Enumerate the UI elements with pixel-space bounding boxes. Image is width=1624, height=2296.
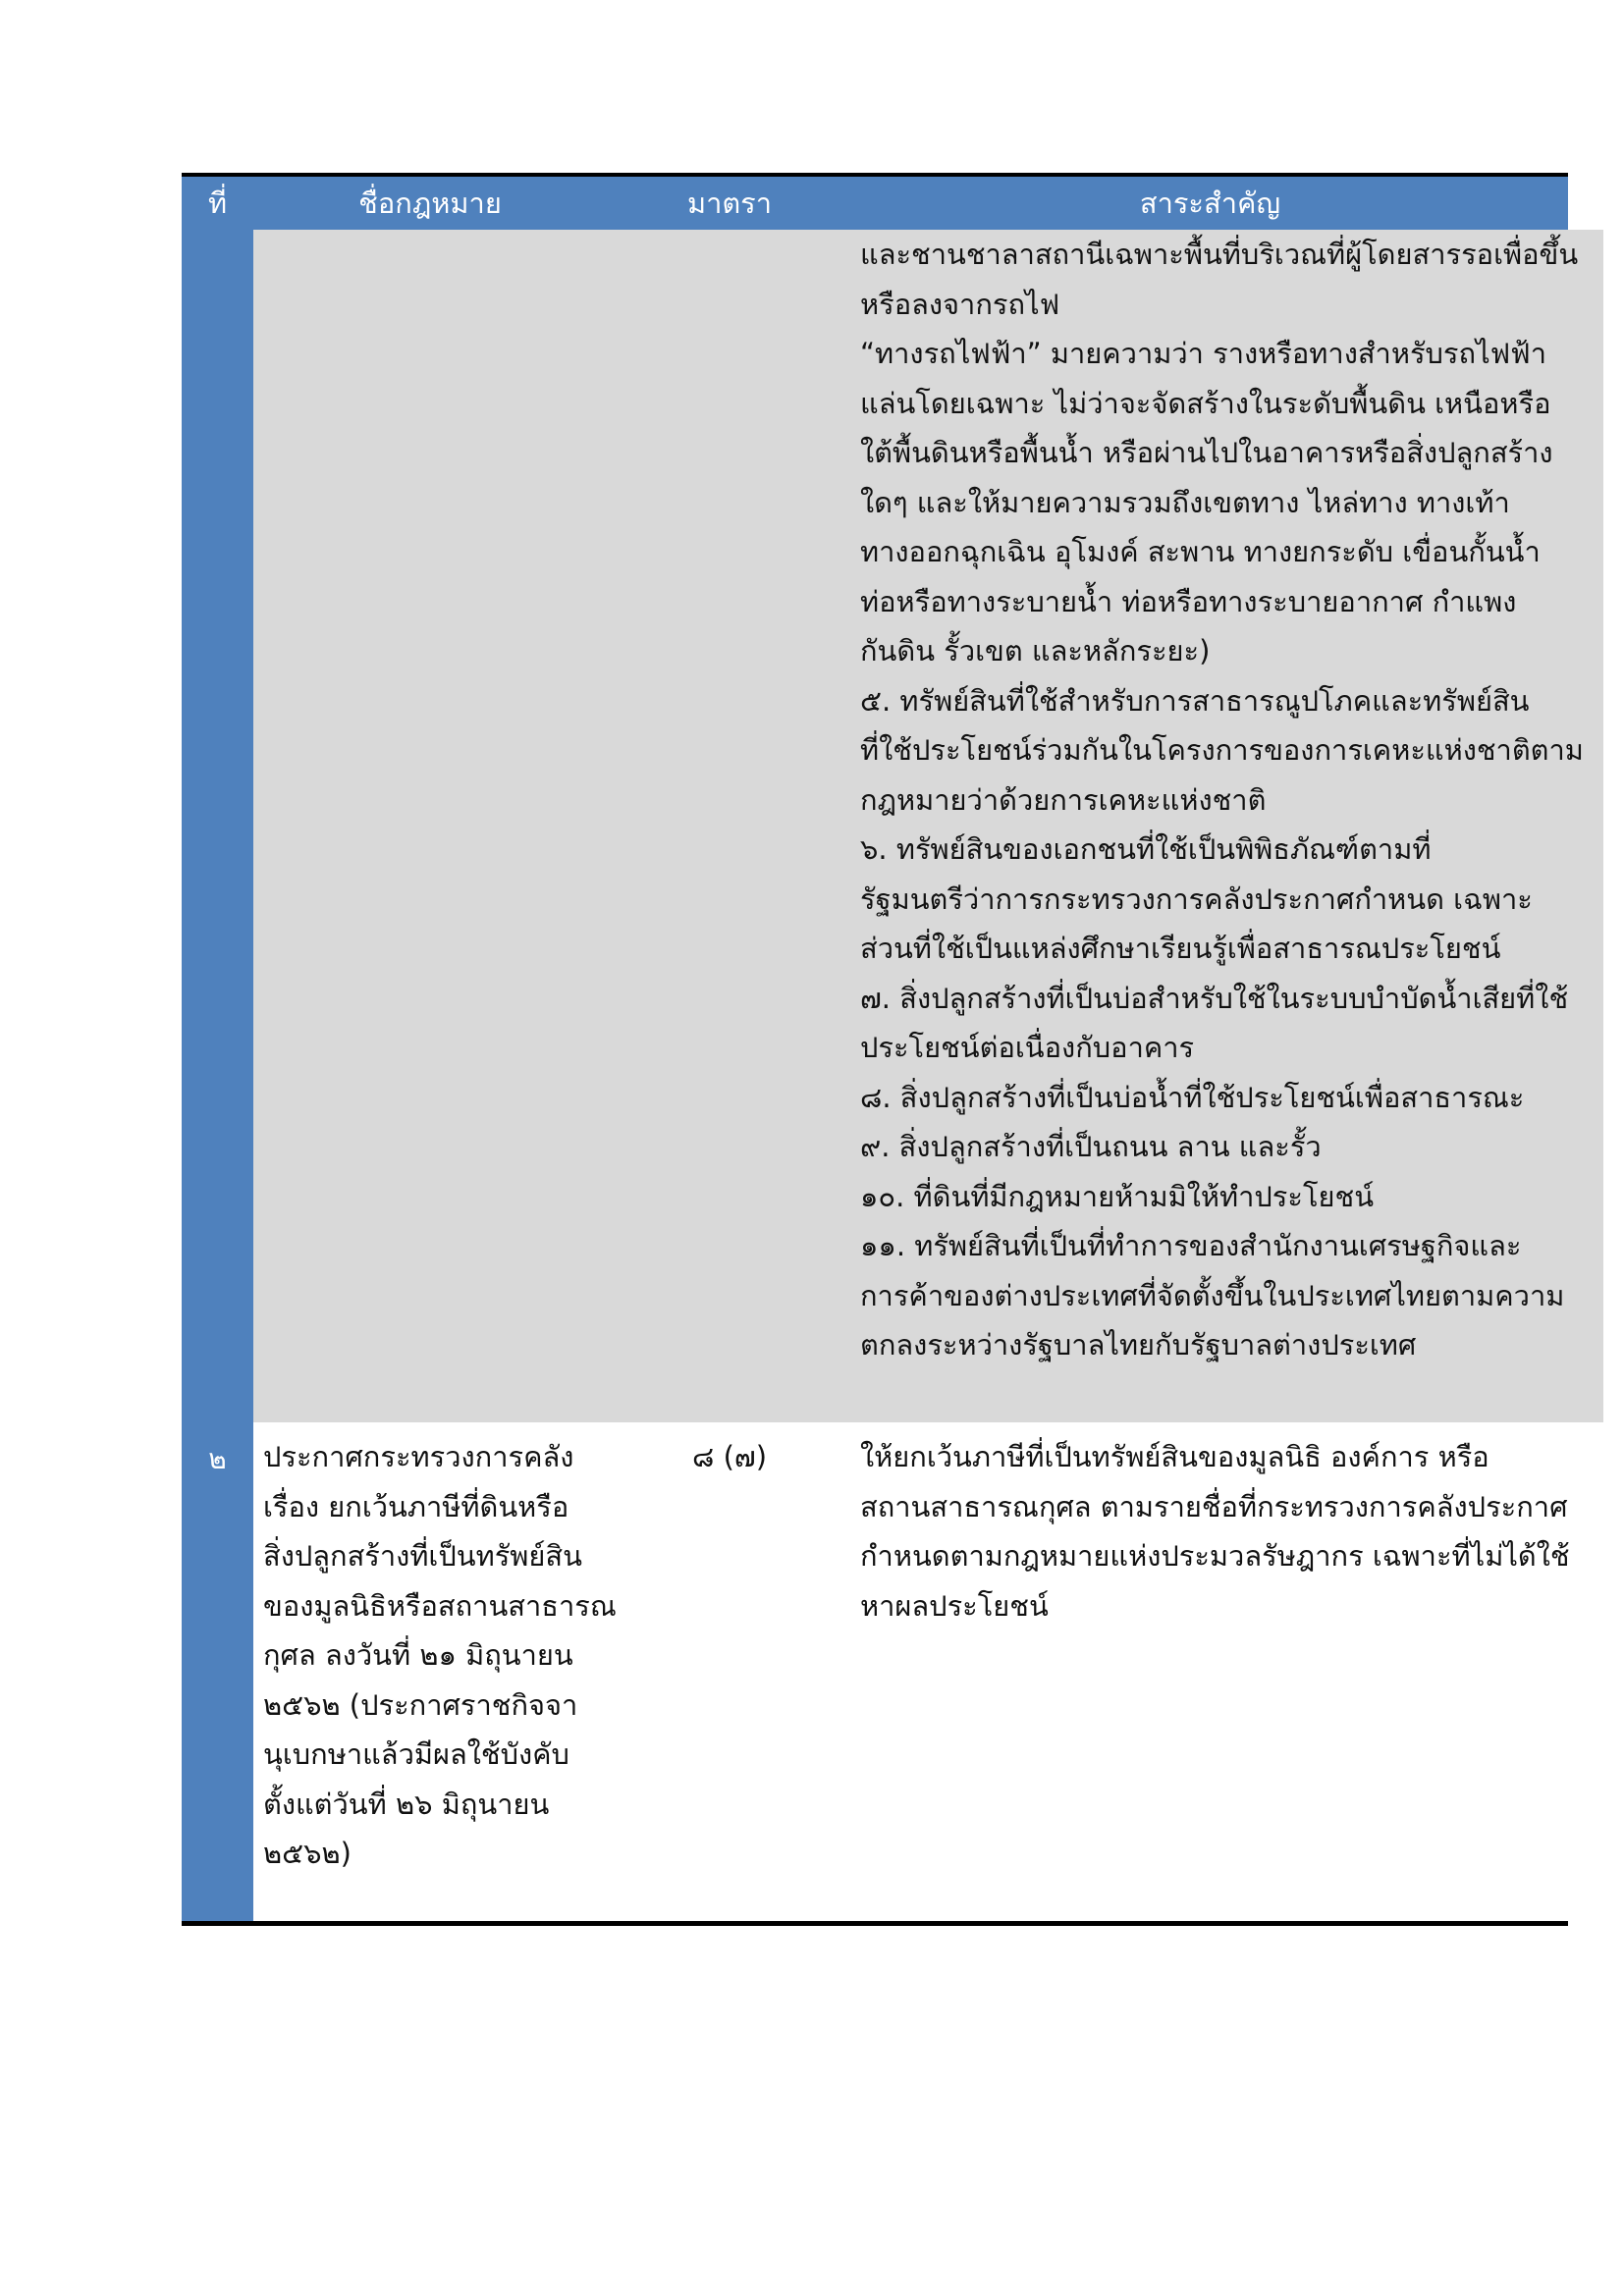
row-number-cell <box>182 230 253 1422</box>
essence-line: ใดๆ และให้มายความรวมถึงเขตทาง ไหล่ทาง ทางเท้า <box>860 485 1510 519</box>
law-name-line: ๒๕๖๒ (ประกาศราชกิจจา <box>263 1687 578 1722</box>
header-law-name: ชื่อกฎหมาย <box>358 187 502 220</box>
essence-line: ใต้พื้นดินหรือพื้นน้ำ หรือผ่านไปในอาคารหรือสิ่งปลูกสร้าง <box>860 436 1553 469</box>
essence-line: รัฐมนตรีว่าการกระทรวงการคลังประกาศกำหนด เฉพาะ <box>860 881 1533 916</box>
essence-line: กฎหมายว่าด้วยการเคหะแห่งชาติ <box>860 782 1267 817</box>
essence-line: ๕. ทรัพย์สินที่ใช้สำหรับการสาธารณูปโภคและทรัพย์สิน <box>860 683 1530 718</box>
essence-line: กำหนดตามกฎหมายแห่งประมวลรัษฎากร เฉพาะที่ไม่ได้ใช้ <box>860 1539 1570 1573</box>
essence-line: หรือลงจากรถไฟ <box>860 287 1060 321</box>
law-name-line: ของมูลนิธิหรือสถานสาธารณ <box>263 1588 617 1623</box>
law-name-line: เรื่อง ยกเว้นภาษีที่ดินหรือ <box>263 1489 569 1523</box>
essence-cell <box>852 230 1603 1422</box>
section-value: ๘ (๗) <box>691 1440 768 1473</box>
law-name-line: สิ่งปลูกสร้างที่เป็นทรัพย์สิน <box>263 1539 582 1573</box>
section-cell <box>607 1422 852 1921</box>
law-table <box>182 173 1584 1926</box>
header-essence: สาระสำคัญ <box>1139 187 1281 220</box>
essence-line: “ทางรถไฟฟ้า” มายความว่า รางหรือทางสำหรับรถไฟฟ้า <box>860 337 1547 370</box>
table-header <box>182 177 1568 230</box>
essence-line: และชานชาลาสถานีเฉพาะพื้นที่บริเวณที่ผู้โดยสารรอเพื่อขึ้น <box>860 238 1579 271</box>
essence-line: ๘. สิ่งปลูกสร้างที่เป็นบ่อน้ำที่ใช้ประโยชน์เพื่อสาธารณะ <box>860 1080 1525 1114</box>
essence-line: ท่อหรือทางระบายน้ำ ท่อหรือทางระบายอากาศ กำแพง <box>860 584 1517 618</box>
essence-line: ๙. สิ่งปลูกสร้างที่เป็นถนน ลาน และรั้ว <box>860 1130 1322 1163</box>
essence-line: แล่นโดยเฉพาะ ไม่ว่าจะจัดสร้างในระดับพื้นดิน เหนือหรือ <box>860 386 1551 420</box>
essence-line: ให้ยกเว้นภาษีที่เป็นทรัพย์สินของมูลนิธิ องค์การ หรือ <box>860 1440 1489 1473</box>
essence-line: การค้าของต่างประเทศที่จัดตั้งขึ้นในประเทศไทยตามความ <box>860 1278 1565 1312</box>
essence-line: ๑๑. ทรัพย์สินที่เป็นที่ทำการของสำนักงานเศรษฐกิจและ <box>860 1229 1522 1262</box>
essence-line: ทางออกฉุกเฉิน อุโมงค์ สะพาน ทางยกระดับ เขื่อนกั้นน้ำ <box>860 535 1541 568</box>
essence-line: ๑๐. ที่ดินที่มีกฎหมายห้ามมิให้ทำประโยชน์ <box>860 1179 1375 1213</box>
law-name-cell <box>253 1422 617 1921</box>
section-cell <box>607 230 852 1422</box>
essence-line: หาผลประโยชน์ <box>860 1588 1049 1623</box>
essence-line: กันดิน รั้วเขต และหลักระยะ) <box>860 634 1211 667</box>
table-row <box>182 230 1584 1422</box>
header-no: ที่ <box>207 187 228 220</box>
essence-cell <box>852 1422 1590 1921</box>
law-name-cell <box>253 230 607 1422</box>
essence-line: ส่วนที่ใช้เป็นแหล่งศึกษาเรียนรู้เพื่อสาธารณประโยชน์ <box>860 932 1501 965</box>
essence-line: ๗. สิ่งปลูกสร้างที่เป็นบ่อสำหรับใช้ในระบบบำบัดน้ำเสียที่ใช้ <box>860 981 1569 1015</box>
law-name-line: ตั้งแต่วันที่ ๒๖ มิถุนายน <box>263 1787 550 1821</box>
law-name-line: ๒๕๖๒) <box>263 1837 352 1870</box>
row-number: ๒ <box>182 1422 253 1921</box>
law-name-line: นุเบกษาแล้วมีผลใช้บังคับ <box>263 1737 569 1771</box>
essence-line: ๖. ทรัพย์สินของเอกชนที่ใช้เป็นพิพิธภัณฑ์ตามที่ <box>860 832 1432 866</box>
law-name-line: กุศล ลงวันที่ ๒๑ มิถุนายน <box>263 1638 573 1672</box>
essence-line: ตกลงระหว่างรัฐบาลไทยกับรัฐบาลต่างประเทศ <box>860 1328 1417 1362</box>
essence-line: ประโยชน์ต่อเนื่องกับอาคาร <box>860 1031 1195 1064</box>
header-section: มาตรา <box>686 187 773 220</box>
table-row <box>182 1422 1568 1921</box>
essence-line: ที่ใช้ประโยชน์ร่วมกันในโครงการของการเคหะแห่งชาติตาม <box>860 733 1584 767</box>
law-name-line: ประกาศกระทรวงการคลัง <box>263 1440 574 1473</box>
essence-line: สถานสาธารณกุศล ตามรายชื่อที่กระทรวงการคลังประกาศ <box>860 1489 1568 1523</box>
